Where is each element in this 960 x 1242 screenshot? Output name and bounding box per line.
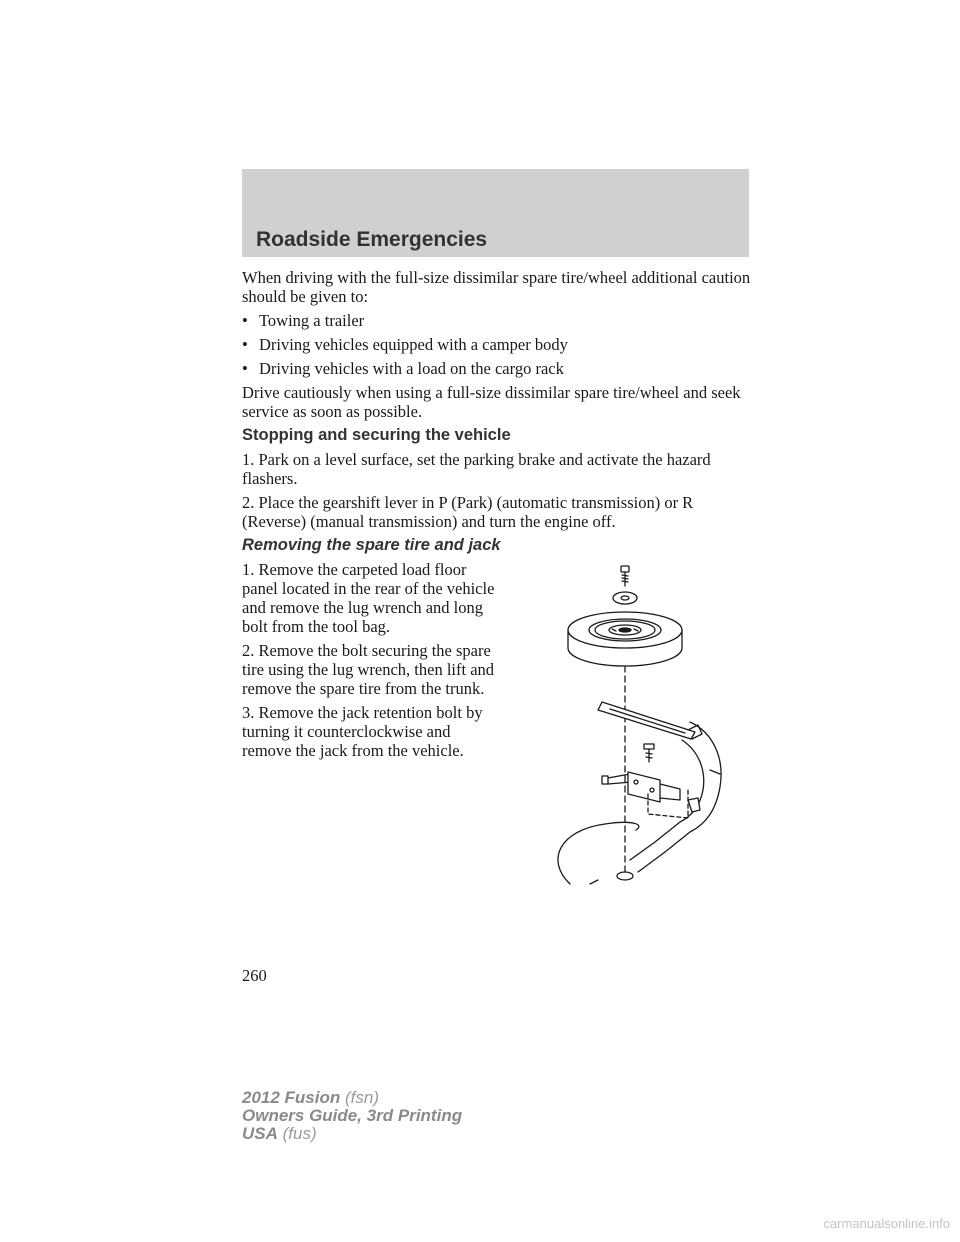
document-footer	[242, 1089, 462, 1143]
footer-model-code: (fsn)	[345, 1088, 379, 1107]
footer-model: 2012 Fusion	[242, 1088, 341, 1107]
list-item-text: Towing a trailer	[259, 311, 365, 330]
section-title: Roadside Emergencies	[256, 228, 488, 251]
footer-market-code: (fus)	[282, 1124, 317, 1143]
list-item	[242, 335, 752, 354]
list-item	[242, 311, 752, 330]
bullet-icon: •	[242, 311, 248, 330]
stopping-heading: Stopping and securing the vehicle	[242, 426, 511, 444]
footer-market: USA	[242, 1124, 278, 1143]
list-item-text: Driving vehicles equipped with a camper body	[259, 335, 568, 354]
caution-list	[242, 311, 752, 378]
spare-tire-jack-diagram-icon	[540, 562, 730, 892]
caution-paragraph: Drive cautiously when using a full-size dissimilar spare tire/wheel and seek service as soon as possible.	[242, 383, 741, 421]
watermark: carmanualsonline.info	[823, 1216, 950, 1231]
removing-heading: Removing the spare tire and jack	[242, 536, 501, 554]
list-item	[242, 359, 752, 378]
step-paragraph: 1. Remove the carpeted load floor panel located in the rear of the vehicle and remove the lug wrench and long bolt from the tool bag.	[242, 560, 495, 636]
step-paragraph: 2. Remove the bolt securing the spare tire using the lug wrench, then lift and remove the spare tire from the trunk.	[242, 641, 495, 698]
intro-paragraph: When driving with the full-size dissimilar spare tire/wheel additional caution should be given to:	[242, 268, 751, 306]
step-paragraph: 2. Place the gearshift lever in P (Park) (automatic transmission) or R (Reverse) (manual transmission) and turn the engine off.	[242, 493, 694, 531]
footer-guide: Owners Guide, 3rd Printing	[242, 1106, 463, 1125]
list-item-text: Driving vehicles with a load on the cargo rack	[259, 359, 564, 378]
step-paragraph: 3. Remove the jack retention bolt by turning it counterclockwise and remove the jack from the vehicle.	[242, 703, 483, 760]
bullet-icon: •	[242, 335, 248, 354]
page-number: 260	[242, 966, 267, 985]
step-paragraph: 1. Park on a level surface, set the parking brake and activate the hazard flashers.	[242, 450, 711, 488]
bullet-icon: •	[242, 359, 248, 378]
